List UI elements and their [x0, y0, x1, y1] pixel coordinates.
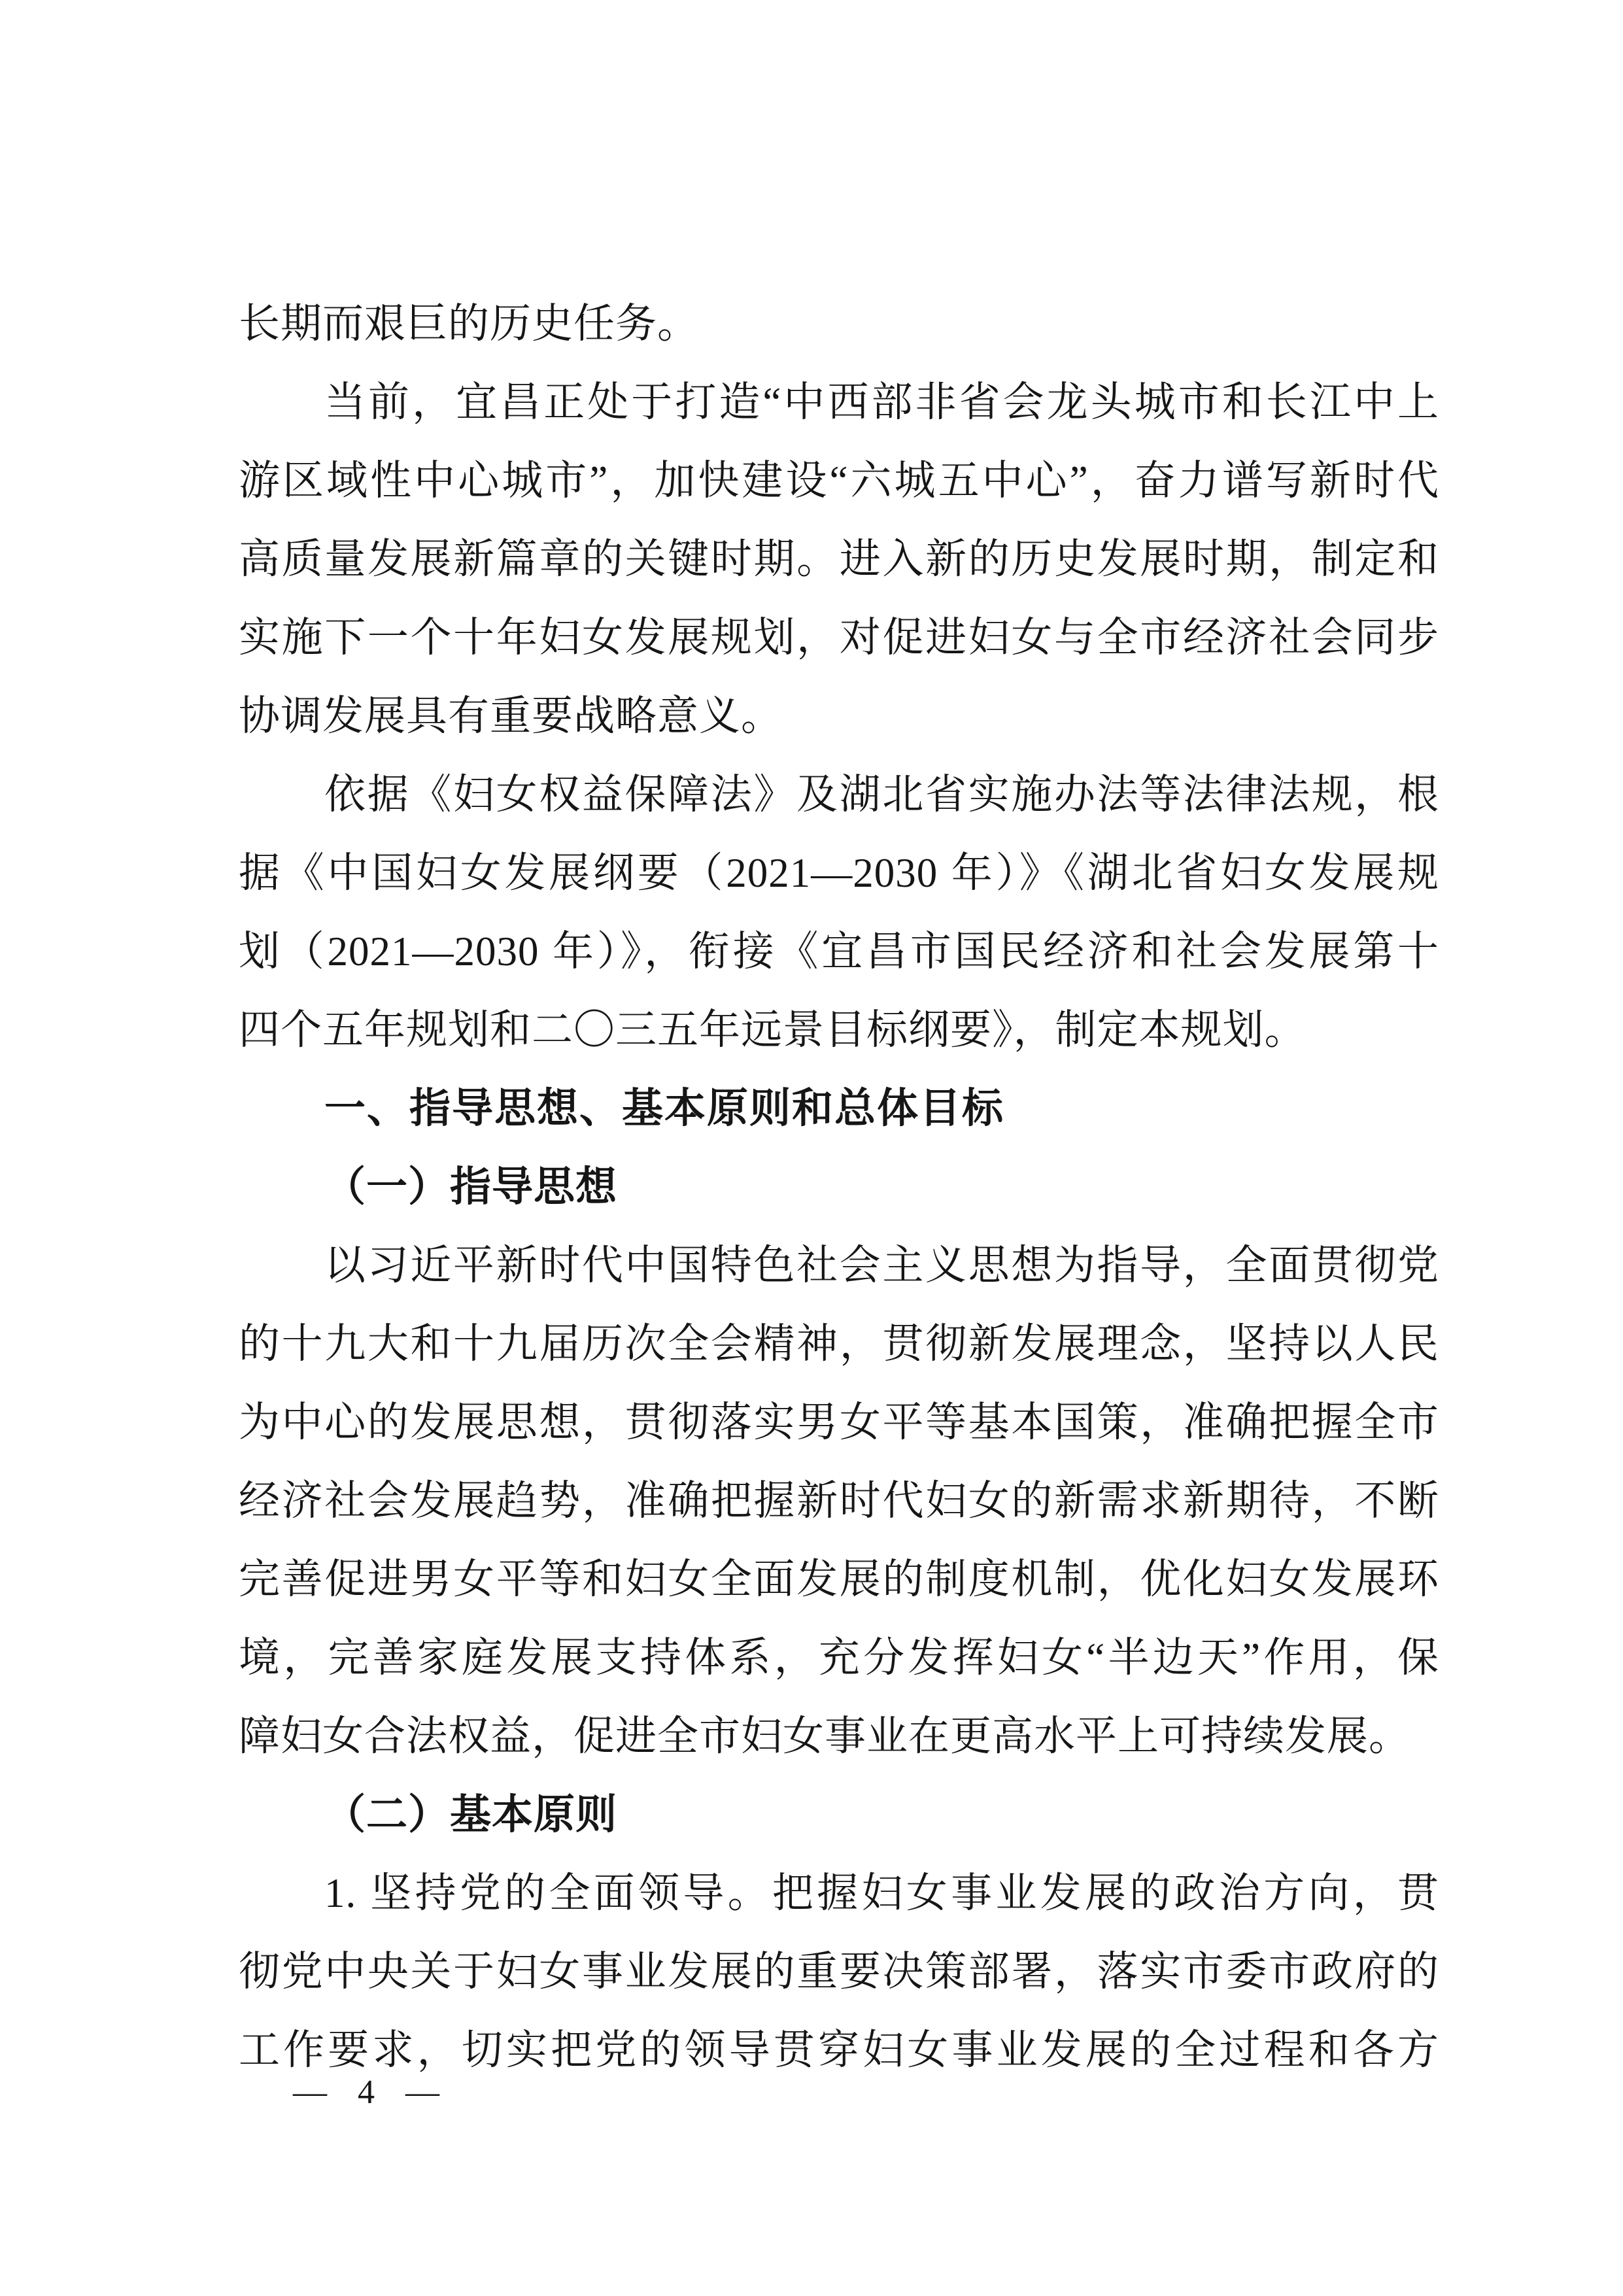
- text-line: 游区域性中心城市”，加快建设“六城五中心”，奋力谱写新时代: [239, 458, 1439, 504]
- text-line: 四个五年规划和二〇三五年远景目标纲要》，制定本规划。: [239, 1007, 1307, 1053]
- text-line: 工作要求，切实把党的领导贯穿妇女事业发展的全过程和各方: [239, 2027, 1439, 2073]
- text-line: 高质量发展新篇章的关键时期。进入新的历史发展时期，制定和: [239, 536, 1439, 582]
- text-line: 当前，宜昌正处于打造“中西部非省会龙头城市和长江中上: [324, 379, 1439, 425]
- text-line: 1. 坚持党的全面领导。把握妇女事业发展的政治方向，贯: [324, 1870, 1439, 1916]
- text-line: 长期而艰巨的历史任务。: [239, 301, 699, 347]
- text-line: 为中心的发展思想，贯彻落实男女平等基本国策，准确把握全市: [239, 1399, 1439, 1445]
- text-line: 协调发展具有重要战略意义。: [239, 693, 783, 739]
- text-line: 完善促进男女平等和妇女全面发展的制度机制，优化妇女发展环: [239, 1556, 1439, 1602]
- text-line: 的十九大和十九届历次全会精神，贯彻新发展理念，坚持以人民: [239, 1321, 1439, 1367]
- text-line: 划（2021—2030 年）》，衔接《宜昌市国民经济和社会发展第十: [239, 929, 1439, 974]
- text-line: 经济社会发展趋势，准确把握新时代妇女的新需求新期待，不断: [239, 1478, 1439, 1524]
- text-line: 依据《妇女权益保障法》及湖北省实施办法等法律法规，根: [324, 772, 1439, 817]
- text-line: 以习近平新时代中国特色社会主义思想为指导，全面贯彻党: [324, 1242, 1439, 1288]
- page-number: — 4 —: [293, 2074, 443, 2111]
- text-line: 彻党中央关于妇女事业发展的重要决策部署，落实市委市政府的: [239, 1949, 1439, 1995]
- text-line: 据《中国妇女发展纲要（2021—2030 年）》《湖北省妇女发展规: [239, 850, 1439, 896]
- section-heading: 一、指导思想、基本原则和总体目标: [324, 1086, 1004, 1131]
- document-body: [239, 284, 1439, 2089]
- subsection-heading: （二）基本原则: [324, 1792, 617, 1838]
- text-line: 实施下一个十年妇女发展规划，对促进妇女与全市经济社会同步: [239, 615, 1439, 660]
- text-line: 境，完善家庭发展支持体系，充分发挥妇女“半边天”作用，保: [239, 1635, 1439, 1681]
- subsection-heading: （一）指导思想: [324, 1164, 617, 1210]
- text-line: 障妇女合法权益，促进全市妇女事业在更高水平上可持续发展。: [239, 1713, 1410, 1759]
